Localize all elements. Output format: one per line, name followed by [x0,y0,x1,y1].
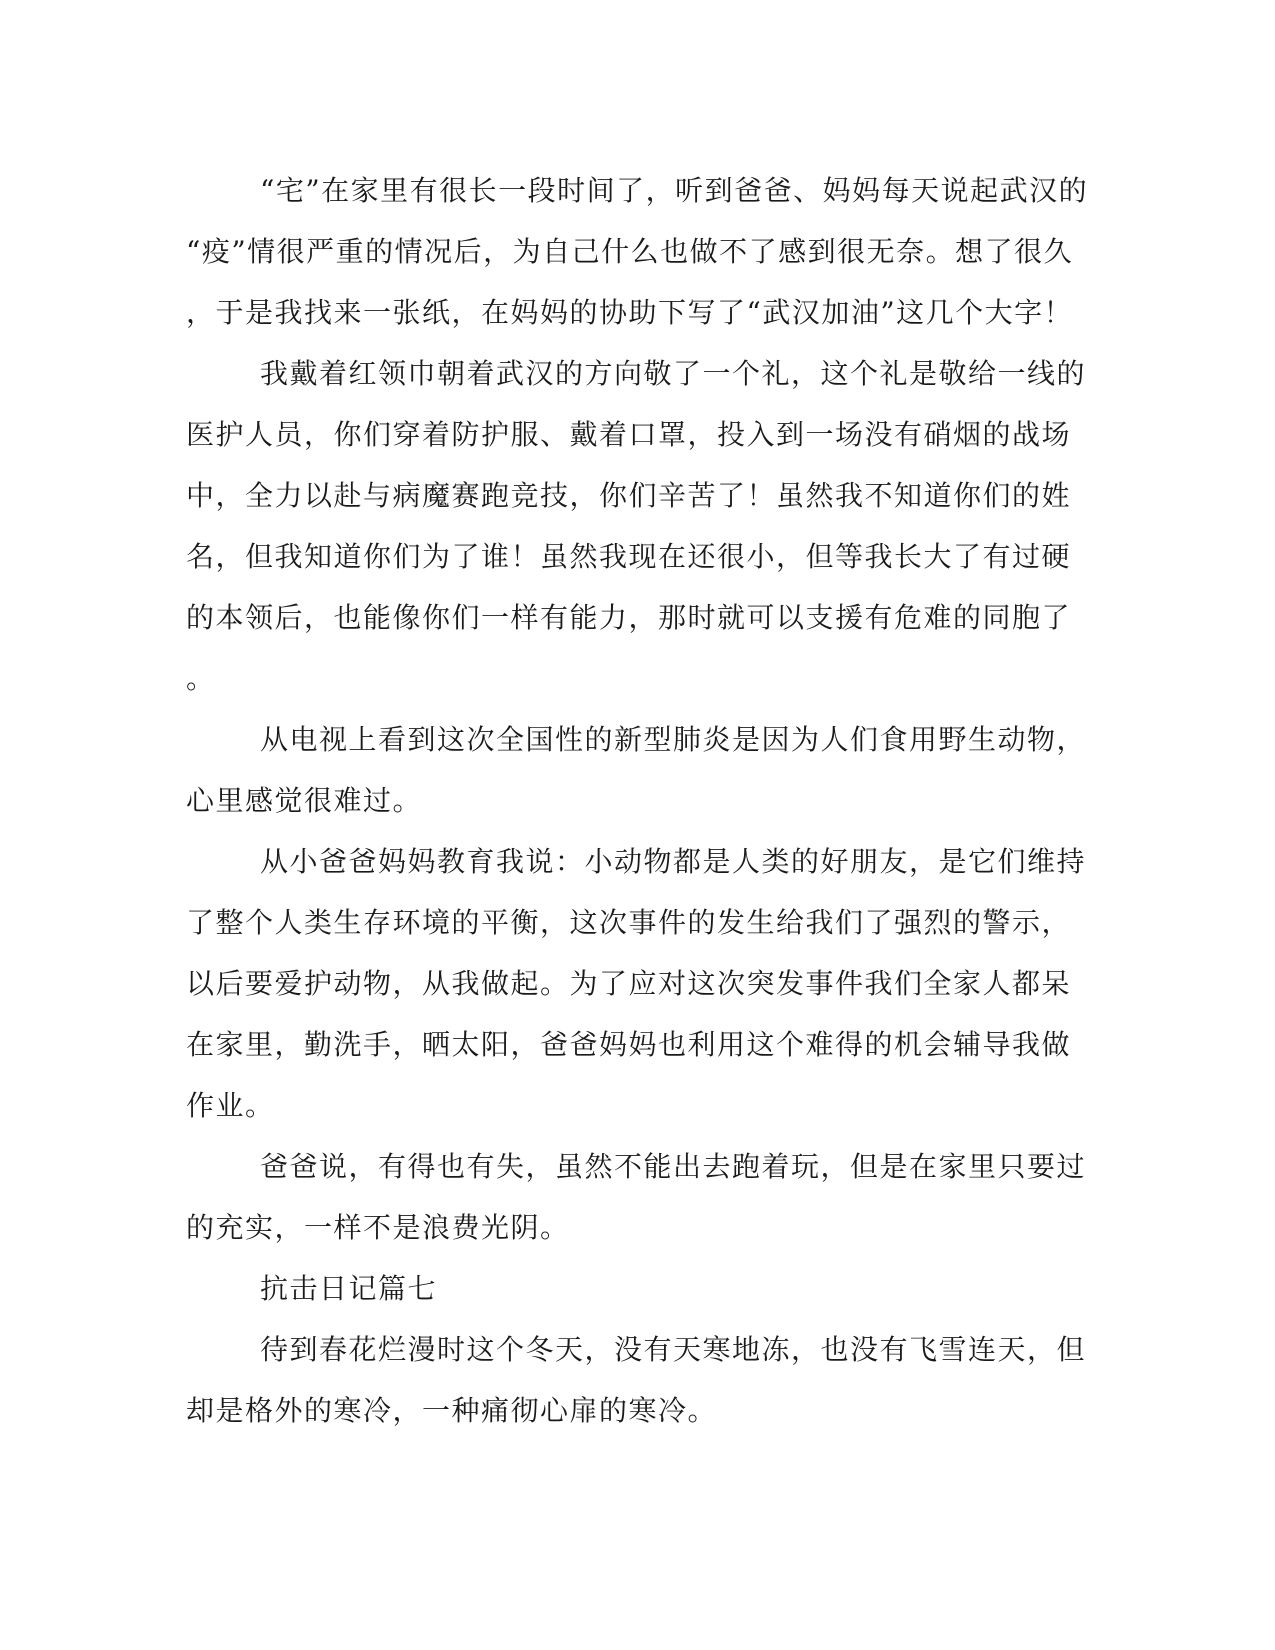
text-line: 。 [186,662,216,695]
section-heading: 抗击日记篇七 [260,1272,438,1305]
text-line: “宅”在家里有很长一段时间了，听到爸爸、妈妈每天说起武汉的 [260,174,1089,207]
text-line: 作业。 [186,1089,275,1122]
text-line: 中，全力以赴与病魔赛跑竞技，你们辛苦了！虽然我不知道你们的姓 [186,479,1072,512]
text-line: 待到春花烂漫时这个冬天，没有天寒地冻，也没有飞雪连天，但 [260,1333,1087,1366]
text-line: 名，但我知道你们为了谁！虽然我现在还很小，但等我长大了有过硬 [186,540,1072,573]
text-line: 心里感觉很难过。 [186,784,423,817]
text-line: 从电视上看到这次全国性的新型肺炎是因为人们食用野生动物， [260,723,1087,756]
text-line: 医护人员，你们穿着防护服、戴着口罩，投入到一场没有硝烟的战场 [186,418,1072,451]
text-line: 我戴着红领巾朝着武汉的方向敬了一个礼，这个礼是敬给一线的 [260,357,1087,390]
text-line: 从小爸爸妈妈教育我说：小动物都是人类的好朋友，是它们维持 [260,845,1087,878]
document-body [186,160,1089,1441]
text-line: 了整个人类生存环境的平衡，这次事件的发生给我们了强烈的警示， [186,906,1072,939]
text-line: ，于是我找来一张纸，在妈妈的协助下写了“武汉加油”这几个大字！ [186,296,1074,329]
text-line: 爸爸说，有得也有失，虽然不能出去跑着玩，但是在家里只要过 [260,1150,1087,1183]
text-line: 在家里，勤洗手，晒太阳，爸爸妈妈也利用这个难得的机会辅导我做 [186,1028,1072,1061]
text-line: 以后要爱护动物，从我做起。为了应对这次突发事件我们全家人都呆 [186,967,1072,1000]
text-line: “疫”情很严重的情况后，为自己什么也做不了感到很无奈。想了很久 [186,235,1074,268]
text-line: 的本领后，也能像你们一样有能力，那时就可以支援有危难的同胞了 [186,601,1072,634]
text-line: 却是格外的寒冷，一种痛彻心扉的寒冷。 [186,1394,718,1427]
text-line: 的充实，一样不是浪费光阴。 [186,1211,570,1244]
